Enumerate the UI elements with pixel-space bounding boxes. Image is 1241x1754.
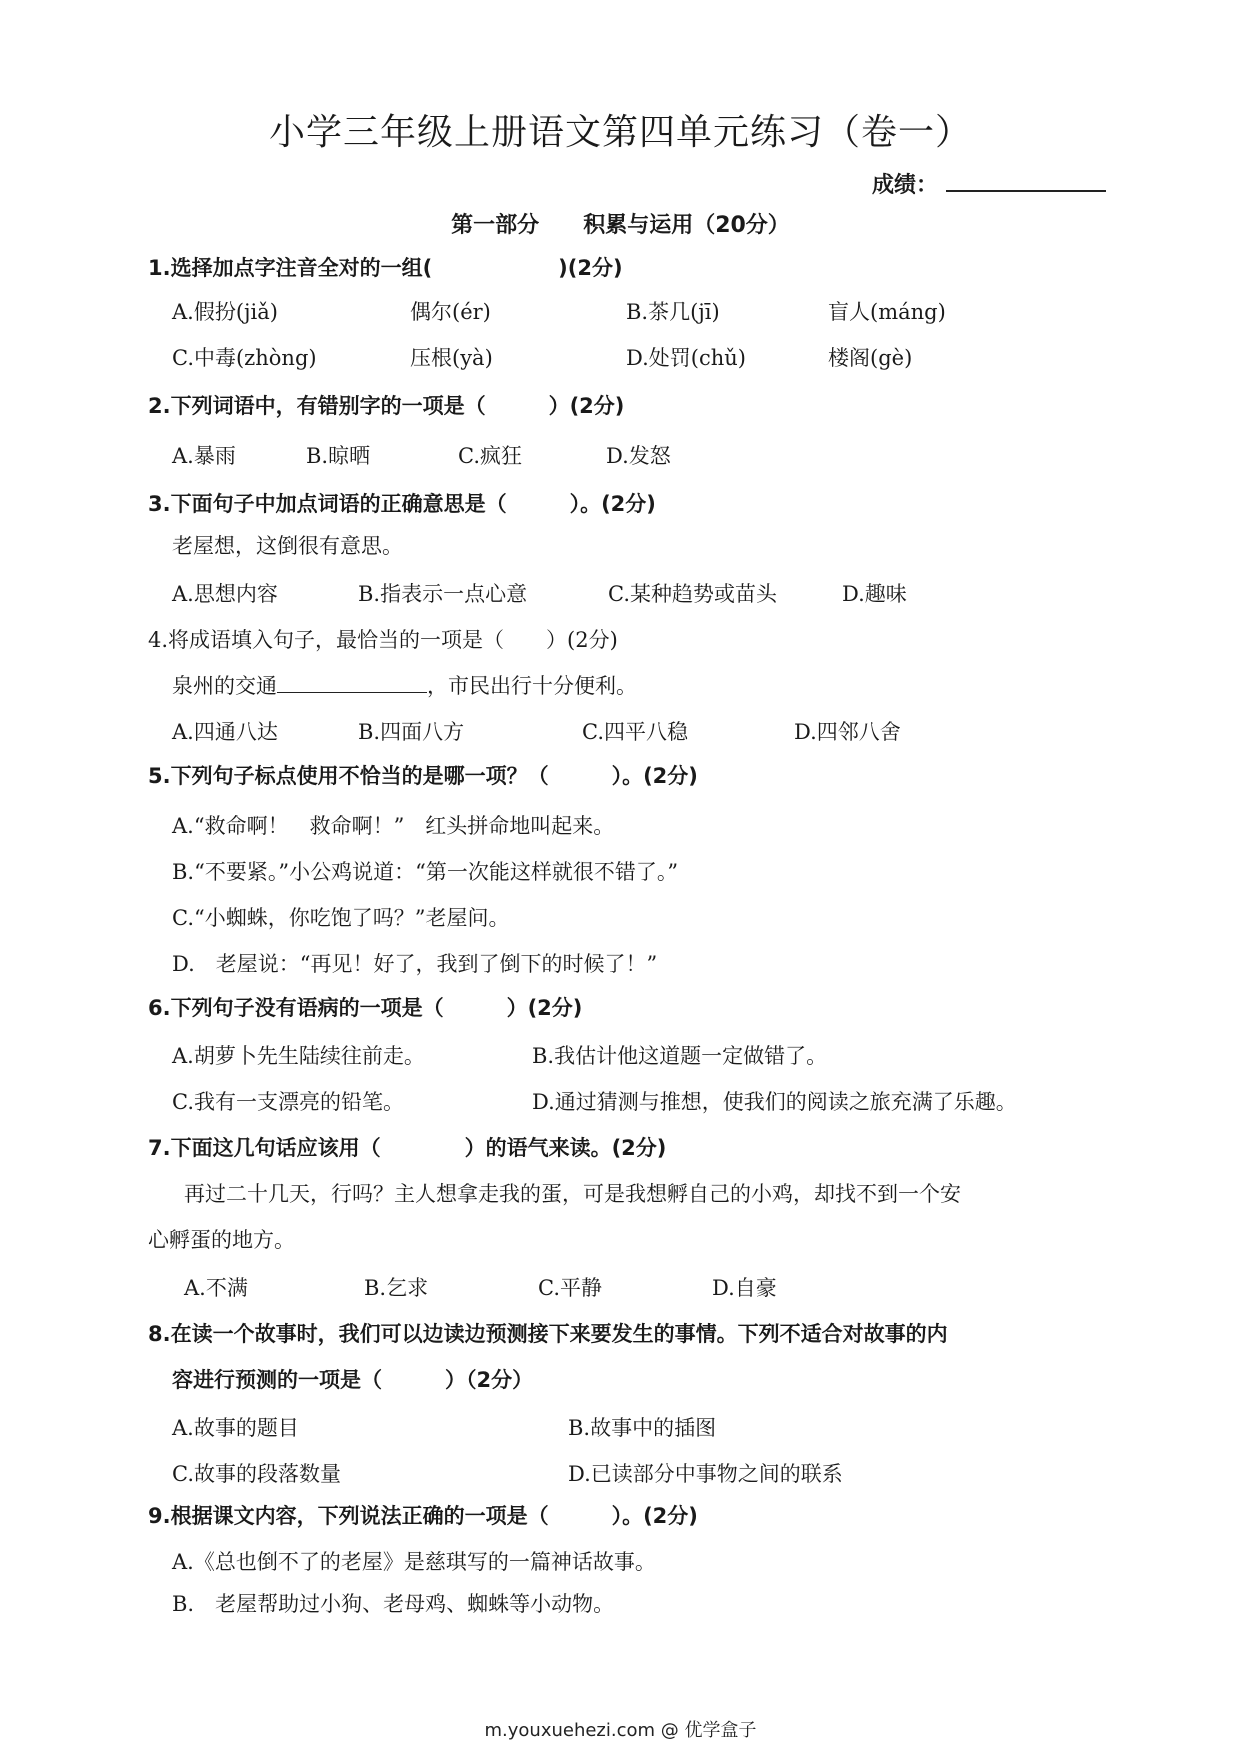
q4-sentence-post: ，市民出行十分便利。 <box>427 674 637 698</box>
q1-option-b1: B.茶几(jī) <box>626 300 720 324</box>
q3-option-c: C.某种趋势或苗头 <box>608 582 777 606</box>
q7-option-d: D.自豪 <box>712 1276 777 1300</box>
q1-option-b2: 盲人(máng) <box>828 300 946 324</box>
section-name: 积累与运用（20分） <box>583 213 790 238</box>
q9-option-b: B. 老屋帮助过小狗、老母鸡、蜘蛛等小动物。 <box>172 1592 615 1616</box>
q5-option-d: D. 老屋说：“再见！好了，我到了倒下的时候了！” <box>172 952 658 976</box>
q3-option-b: B.指表示一点心意 <box>358 582 528 606</box>
q6-option-b: B.我估计他这道题一定做错了。 <box>532 1044 828 1068</box>
q4-option-a: A.四通八达 <box>172 720 278 744</box>
q8-option-a: A.故事的题目 <box>172 1416 299 1440</box>
q9-stem: 9.根据课文内容，下列说法正确的一项是（ ）。(2分) <box>148 1504 698 1528</box>
q6-option-c: C.我有一支漂亮的铅笔。 <box>172 1090 404 1114</box>
q8-option-b: B.故事中的插图 <box>568 1416 717 1440</box>
q6-option-a: A.胡萝卜先生陆续往前走。 <box>172 1044 425 1068</box>
q8-stem-line-1: 8.在读一个故事时，我们可以边读边预测接下来要发生的事情。下列不适合对故事的内 <box>148 1322 948 1346</box>
q2-option-a: A.暴雨 <box>172 444 236 468</box>
q7-option-b: B.乞求 <box>364 1276 429 1300</box>
q7-passage-line-2: 心孵蛋的地方。 <box>148 1228 295 1252</box>
q7-option-c: C.平静 <box>538 1276 602 1300</box>
q2-option-d: D.发怒 <box>606 444 671 468</box>
q8-option-d: D.已读部分中事物之间的联系 <box>568 1462 843 1486</box>
q1-stem: 1.选择加点字注音全对的一组( )(2分) <box>148 256 623 280</box>
q6-option-d: D.通过猜测与推想，使我们的阅读之旅充满了乐趣。 <box>532 1090 1017 1114</box>
score-label: 成绩： <box>872 173 939 198</box>
q8-stem-line-2: 容进行预测的一项是（ ）（2分） <box>172 1368 534 1392</box>
q2-option-b: B.晾晒 <box>306 444 371 468</box>
q4-answer-blank[interactable] <box>277 672 427 693</box>
q7-option-a: A.不满 <box>184 1276 248 1300</box>
q6-stem: 6.下列句子没有语病的一项是（ ）(2分) <box>148 996 583 1020</box>
q4-option-b: B.四面八方 <box>358 720 465 744</box>
q4-option-c: C.四平八稳 <box>582 720 688 744</box>
page-title: 小学三年级上册语文第四单元练习（卷一） <box>268 112 972 153</box>
q4-sentence-pre: 泉州的交通 <box>172 674 277 698</box>
q1-option-c2: 压根(yà) <box>410 346 493 370</box>
q5-option-c: C.“小蜘蛛，你吃饱了吗？”老屋问。 <box>172 906 510 930</box>
q7-stem: 7.下面这几句话应该用（ ）的语气来读。(2分) <box>148 1136 667 1160</box>
q2-stem: 2.下列词语中，有错别字的一项是（ ）(2分) <box>148 394 625 418</box>
q8-option-c: C.故事的段落数量 <box>172 1462 341 1486</box>
q4-sentence <box>172 670 637 700</box>
q3-stem: 3.下面句子中加点词语的正确意思是（ ）。(2分) <box>148 492 656 516</box>
q4-option-d: D.四邻八舍 <box>794 720 901 744</box>
section-heading <box>0 208 1241 239</box>
q5-option-b: B.“不要紧。”小公鸡说道：“第一次能这样就很不错了。” <box>172 860 679 884</box>
q1-option-a2: 偶尔(ér) <box>410 300 491 324</box>
q5-option-a: A.“救命啊！ 救命啊！” 红头拼命地叫起来。 <box>172 814 615 838</box>
q1-option-d1: D.处罚(chǔ) <box>626 346 746 370</box>
q3-option-d: D.趣味 <box>842 582 907 606</box>
q1-option-c1: C.中毒(zhòng) <box>172 346 317 370</box>
q1-option-a1: A.假扮(jiǎ) <box>172 300 278 324</box>
footer-watermark: m.youxuehezi.com @ 优学盒子 <box>484 1720 757 1741</box>
score-field <box>872 168 1106 199</box>
q3-sentence: 老屋想，这倒很有意思。 <box>172 534 403 558</box>
q5-stem: 5.下列句子标点使用不恰当的是哪一项？（ ）。(2分) <box>148 764 698 788</box>
q9-option-a: A.《总也倒不了的老屋》是慈琪写的一篇神话故事。 <box>172 1550 656 1574</box>
q1-option-d2: 楼阁(gè) <box>828 346 913 370</box>
q3-option-a: A.思想内容 <box>172 582 278 606</box>
score-blank[interactable] <box>946 168 1106 192</box>
section-part: 第一部分 <box>451 213 540 238</box>
q7-passage-line-1: 再过二十几天，行吗？主人想拿走我的蛋，可是我想孵自己的小鸡，却找不到一个安 <box>184 1182 961 1206</box>
q2-option-c: C.疯狂 <box>458 444 522 468</box>
q4-stem: 4.将成语填入句子，最恰当的一项是（ ）(2分) <box>148 628 618 652</box>
